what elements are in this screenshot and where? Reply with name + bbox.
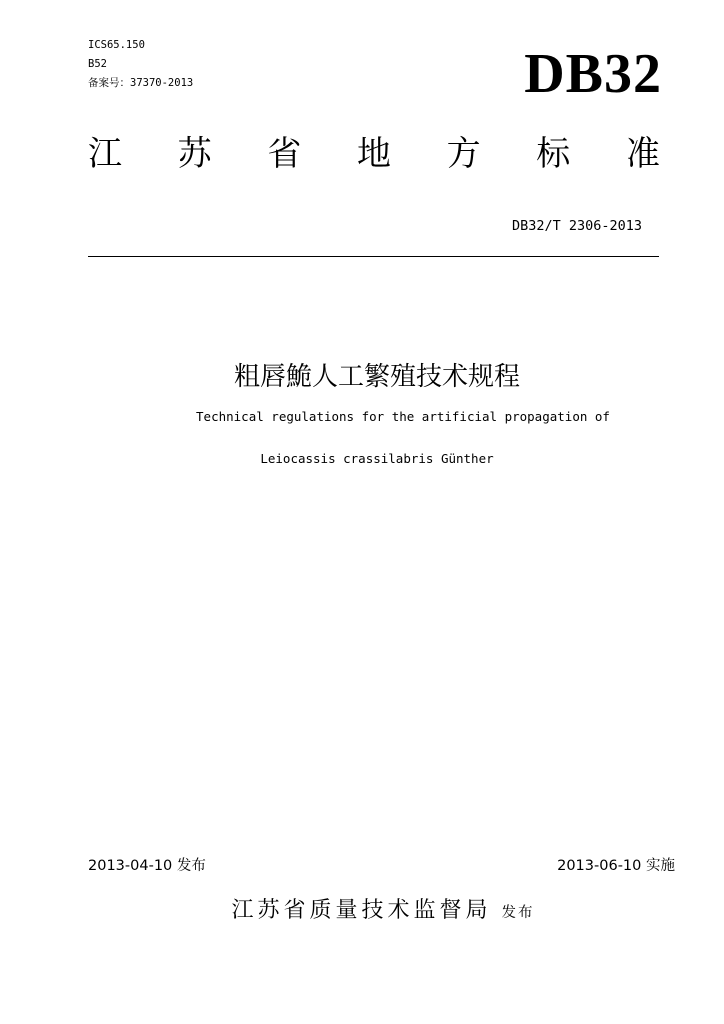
issuer xyxy=(0,896,724,928)
standard-type-char: 方 xyxy=(446,134,481,174)
standard-type-heading xyxy=(88,134,660,174)
issue-date: 2013-04-10 发布 xyxy=(88,858,206,874)
title-chinese: 粗唇鮠人工繁殖技术规程 xyxy=(233,362,520,392)
classification-code: B52 xyxy=(88,58,107,70)
issuer-name: 江苏省质量技术监督局 xyxy=(231,898,492,923)
standard-type-char: 准 xyxy=(625,134,660,174)
title-english-line2: Leiocassis crassilabris Günther xyxy=(260,451,494,466)
standard-number: DB32/T 2306-2013 xyxy=(511,218,642,234)
record-number: 备案号：37370-2013 xyxy=(88,77,194,89)
effective-date: 2013-06-10 实施 xyxy=(557,858,675,874)
standard-type-char: 江 xyxy=(88,134,122,174)
header-divider xyxy=(88,256,659,257)
standard-type-char: 标 xyxy=(536,134,571,174)
ics-code: ICS65.150 xyxy=(88,39,145,51)
document-metadata xyxy=(88,36,193,93)
issuer-suffix: 发布 xyxy=(501,905,535,921)
standard-type-char: 苏 xyxy=(177,134,212,174)
title-english-line1: Technical regulations for the artificial propagation of xyxy=(196,409,610,424)
standard-type-char: 省 xyxy=(267,134,302,174)
standard-type-char: 地 xyxy=(356,134,391,174)
db-logo: DB32 xyxy=(524,43,662,105)
